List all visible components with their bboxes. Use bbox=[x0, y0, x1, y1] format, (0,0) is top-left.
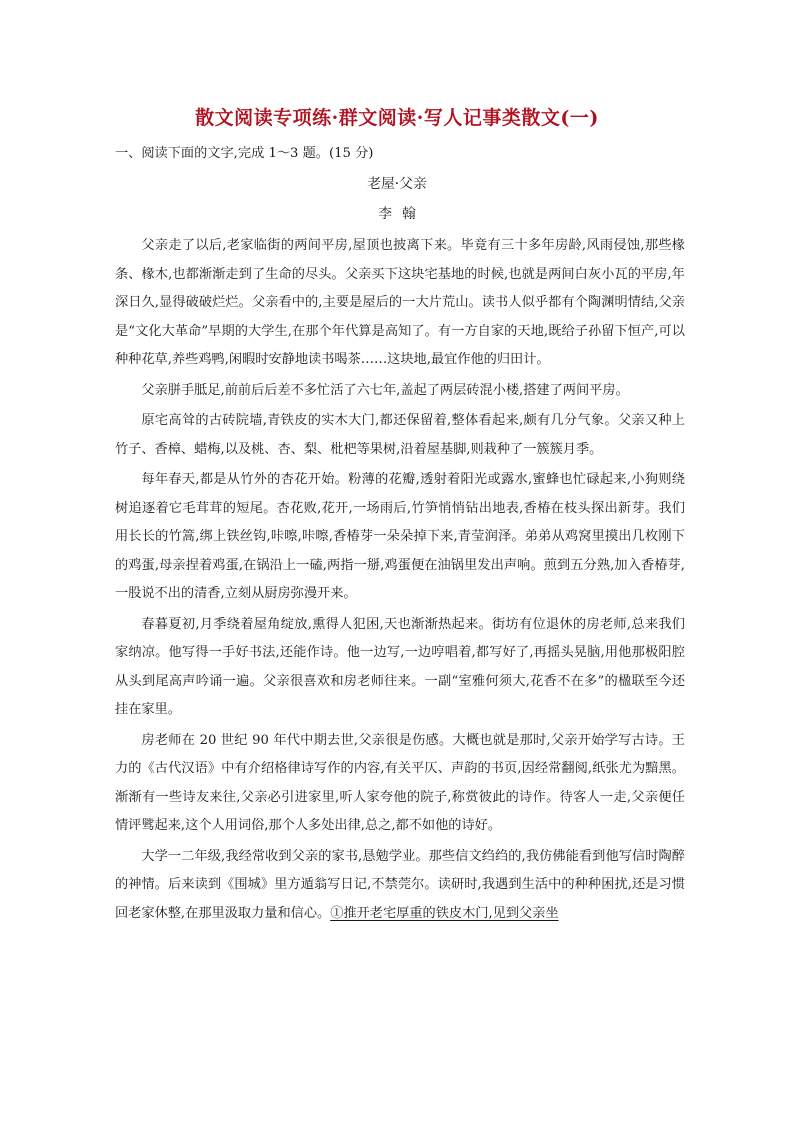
paragraph-1: 父亲走了以后,老家临街的两间平房,屋顶也披离下来。毕竟有三十多年房龄,风雨侵蚀,那些椽条、椽木,也都渐渐走到了生命的尽头。父亲买下这块宅基地的时候,也就是两间白灰小瓦的平房,年深日久,显得破破烂烂。父亲看中的,主要是屋后的一大片荒山。读书人似乎都有个陶渊明情结,父亲是“文化大革命”早期的大学生,在那个年代算是高知了。有一方自家的天地,既给子孙留下恒产,可以种种花草,养些鸡鸭,闲暇时安静地读书喝茶……这块地,最宜作他的归田计。 bbox=[115, 238, 685, 367]
document-title: 散文阅读专项练·群文阅读·写人记事类散文(一) bbox=[195, 107, 599, 129]
article-title: 老屋·父亲 bbox=[367, 176, 427, 192]
paragraph-6: 房老师在 20 世纪 90 年代中期去世,父亲很是伤感。大概也就是那时,父亲开始学写古诗。王力的《古代汉语》中有介绍格律诗写作的内容,有关平仄、声韵的书页,因经常翻阅,纸张尤为黯黑。渐渐有一些诗友来往,父亲必引进家里,听人家夸他的院子,称赏彼此的诗作。待客人一走,父亲便任情评骘起来,这个人用词俗,那个人多处出律,总之,都不如他的诗好。 bbox=[115, 732, 685, 833]
paragraph-3: 原宅高耸的古砖院墙,青铁皮的实木大门,都还保留着,整体看起来,颇有几分气象。父亲又种上竹子、香樟、蜡梅,以及桃、杏、梨、枇杷等果树,沿着屋基脚,则栽种了一簇簇月季。 bbox=[115, 413, 685, 457]
underlined-sentence-1: ①推开老宅厚重的铁皮木门,见到父亲坐 bbox=[330, 905, 559, 921]
paragraph-7-text: 大学一二年级,我经常收到父亲的家书,恳勉学业。那些信文绉绉的,我仿佛能看到他写信时陶醉的神情。后来读到《围城》里方遁翁写日记,不禁莞尔。读研时,我遇到生活中的种种困扰,还是习惯回老家休整,在那里汲取力量和信心。 bbox=[115, 848, 685, 921]
question-heading: 一、阅读下面的文字,完成 1～3 题。(15 分) bbox=[115, 146, 374, 161]
article-author: 李翰 bbox=[378, 206, 426, 222]
article-body bbox=[115, 232, 685, 928]
paragraph-5: 春暮夏初,月季绕着屋角绽放,熏得人犯困,天也渐渐热起来。街坊有位退休的房老师,总来我们家纳凉。他写得一手好书法,还能作诗。他一边写,一边哼唱着,都写好了,再摇头晃脑,用他那极阳腔从头到尾高声吟诵一遍。父亲很喜欢和房老师往来。一副“室雅何须大,花香不在多”的楹联至今还挂在家里。 bbox=[115, 616, 685, 717]
paragraph-2: 父亲胼手胝足,前前后后差不多忙活了六七年,盖起了两层砖混小楼,搭建了两间平房。 bbox=[141, 382, 629, 398]
paragraph-7 bbox=[115, 843, 685, 929]
paragraph-4: 每年春天,都是从竹外的杏花开始。粉薄的花瓣,透射着阳光或露水,蜜蜂也忙碌起来,小狗则绕树追逐着它毛茸茸的短尾。杏花败,花开,一场雨后,竹笋悄悄钻出地表,香椿在枝头探出新芽。我们用长长的竹篙,绑上铁丝钩,咔嚓,咔嚓,香椿芽一朵朵掉下来,青莹润泽。弟弟从鸡窝里摸出几枚刚下的鸡蛋,母亲捏着鸡蛋,在锅沿上一磕,两指一掰,鸡蛋便在油锅里发出声响。煎到五分熟,加入香椿芽,一股说不出的清香,立刻从厨房弥漫开来。 bbox=[115, 472, 685, 601]
